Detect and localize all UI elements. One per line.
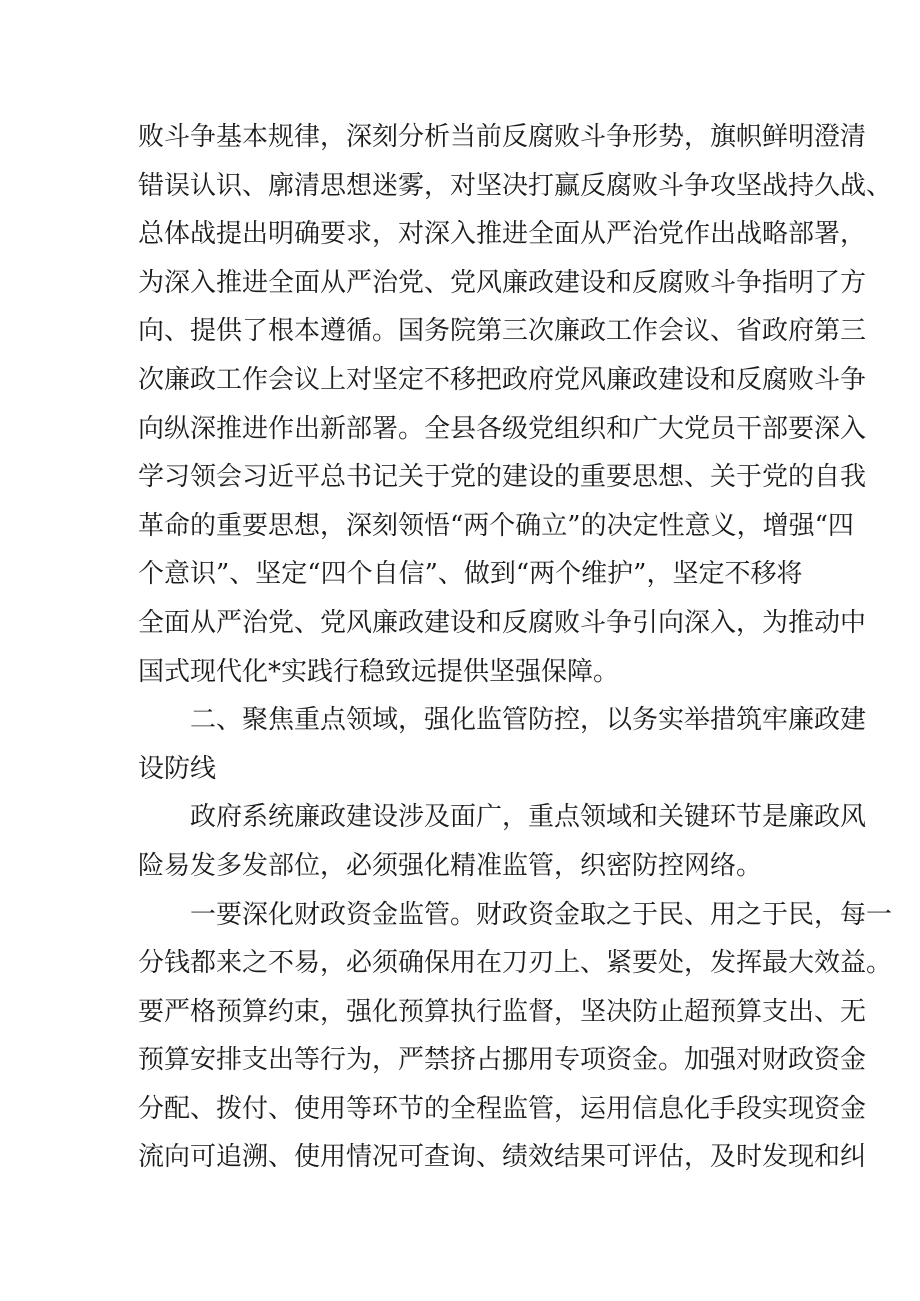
text-line: 学习领会习近平总书记关于党的建设的重要思想、关于党的自我 <box>138 462 867 493</box>
text-line: 为深入推进全面从严治党、党风廉政建设和反腐败斗争指明了方 <box>138 267 867 298</box>
body-text <box>138 113 893 1182</box>
text-line: 错误认识、廓清思想迷雾，对坚决打赢反腐败斗争攻坚战持久战、 <box>138 170 893 201</box>
section-heading-line: 设防线 <box>138 753 217 784</box>
text-line: 个意识”、坚定“四个自信”、做到“两个维护”，坚定不移将 <box>138 559 803 590</box>
text-line: 一要深化财政资金监管。财政资金取之于民、用之于民，每一 <box>190 899 893 930</box>
text-line: 流向可追溯、使用情况可查询、绩效结果可评估，及时发现和纠 <box>138 1142 867 1173</box>
text-line: 分配、拨付、使用等环节的全程监管，运用信息化手段实现资金 <box>138 1093 867 1124</box>
text-line: 险易发多发部位，必须强化精准监管，织密防控网络。 <box>138 850 763 881</box>
text-line: 全面从严治党、党风廉政建设和反腐败斗争引向深入，为推动中 <box>138 607 867 638</box>
section-heading-line: 二、聚焦重点领域，强化监管防控，以务实举措筑牢廉政建 <box>190 705 867 736</box>
text-line: 预算安排支出等行为，严禁挤占挪用专项资金。加强对财政资金 <box>138 1045 867 1076</box>
text-line: 要严格预算约束，强化预算执行监督，坚决防止超预算支出、无 <box>138 996 867 1027</box>
text-line: 次廉政工作会议上对坚定不移把政府党风廉政建设和反腐败斗争 <box>138 364 867 395</box>
text-line: 向、提供了根本遵循。国务院第三次廉政工作会议、省政府第三 <box>138 316 867 347</box>
text-line: 总体战提出明确要求，对深入推进全面从严治党作出战略部署， <box>138 219 867 250</box>
text-line: 革命的重要思想，深刻领悟“两个确立”的决定性意义，增强“四 <box>138 510 854 541</box>
text-line: 向纵深推进作出新部署。全县各级党组织和广大党员干部要深入 <box>138 413 867 444</box>
text-line: 败斗争基本规律，深刻分析当前反腐败斗争形势，旗帜鲜明澄清 <box>138 122 867 152</box>
text-line: 国式现代化*实践行稳致远提供坚强保障。 <box>138 656 620 687</box>
text-line: 政府系统廉政建设涉及面广，重点领域和关键环节是廉政风 <box>190 802 867 833</box>
text-line: 分钱都来之不易，必须确保用在刀刃上、紧要处，发挥最大效益。 <box>138 948 893 979</box>
